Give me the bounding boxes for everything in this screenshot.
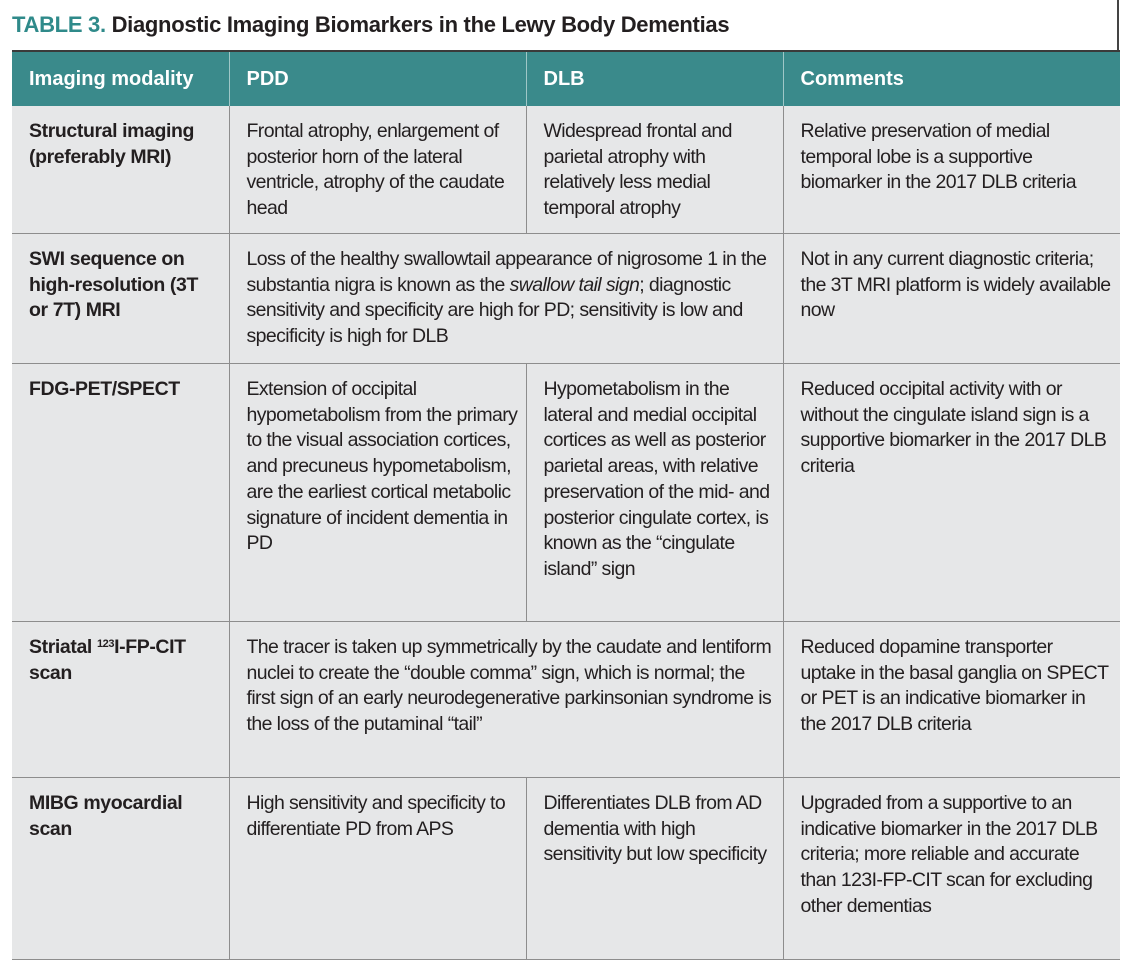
dlb-cell: Hypometabolism in the lateral and medial occipital cortices as well as posterior parietal areas, with relative preservation of the mid- and posterior cingulate cortex, is known as the “cingulate island” sign	[526, 364, 783, 622]
modality-cell: Structural imaging (preferably MRI)	[12, 106, 229, 234]
modality-cell: SWI sequence on high-resolution (3T or 7T) MRI	[12, 234, 229, 364]
pdd-cell: Extension of occipital hypometabolism from the primary to the visual association cortices, and precuneus hypometabolism, are the earliest cortical metabolic signature of incident dementia in PD	[229, 364, 526, 622]
modality-cell: FDG-PET/SPECT	[12, 364, 229, 622]
table-caption: Diagnostic Imaging Biomarkers in the Lewy Body Dementias	[111, 12, 730, 37]
modality-text-end: I-FP-CIT scan	[29, 636, 186, 684]
table-row	[12, 364, 1120, 622]
table-row	[12, 234, 1120, 364]
pdd-cell: High sensitivity and specificity to differentiate PD from APS	[229, 778, 526, 960]
table-row	[12, 106, 1120, 234]
table-number: TABLE 3.	[12, 12, 106, 37]
comments-cell: Not in any current diagnostic criteria; the 3T MRI platform is widely available now	[783, 234, 1120, 364]
pdd-dlb-combined-cell: The tracer is taken up symmetrically by the caudate and lentiform nuclei to create the “double comma” sign, which is normal; the first sign of an early neurodegenerative parkinsonian syndrome is the loss of the putaminal “tail”	[229, 622, 783, 778]
biomarker-table	[12, 50, 1120, 960]
combined-text-start: Loss of the healthy swallowtail appearance of nigrosome 1 in the substantia nigra is known as the	[246, 248, 767, 296]
dlb-cell: Widespread frontal and parietal atrophy with relatively less medial temporal atrophy	[526, 106, 783, 234]
dlb-cell: Differentiates DLB from AD dementia with high sensitivity but low specificity	[526, 778, 783, 960]
header-dlb: DLB	[526, 51, 783, 106]
header-comments: Comments	[783, 51, 1120, 106]
header-pdd: PDD	[229, 51, 526, 106]
isotope-superscript: 123	[96, 638, 115, 650]
combined-text-end: ; diagnostic sensitivity and specificity are high for PD; sensitivity is low and specificity is high for DLB	[246, 273, 743, 348]
swallow-tail-sign-term: swallow tail sign	[509, 273, 640, 296]
table-title	[12, 12, 729, 38]
pdd-cell: Frontal atrophy, enlargement of posterior horn of the lateral ventricle, atrophy of the caudate head	[229, 106, 526, 234]
table-row	[12, 778, 1120, 960]
modality-text-start: Striatal	[29, 636, 97, 658]
comments-cell: Upgraded from a supportive to an indicative biomarker in the 2017 DLB criteria; more reliable and accurate than 123I-FP-CIT scan for excluding other dementias	[783, 778, 1120, 960]
header-imaging-modality: Imaging modality	[12, 51, 229, 106]
table-row	[12, 622, 1120, 778]
title-rule-divider	[1117, 0, 1119, 50]
header-row	[12, 51, 1120, 106]
comments-cell: Relative preservation of medial temporal lobe is a supportive biomarker in the 2017 DLB criteria	[783, 106, 1120, 234]
pdd-dlb-combined-cell	[229, 234, 783, 364]
modality-cell	[12, 622, 229, 778]
comments-cell: Reduced dopamine transporter uptake in the basal ganglia on SPECT or PET is an indicative biomarker in the 2017 DLB criteria	[783, 622, 1120, 778]
modality-cell: MIBG myocardial scan	[12, 778, 229, 960]
comments-cell: Reduced occipital activity with or without the cingulate island sign is a supportive biomarker in the 2017 DLB criteria	[783, 364, 1120, 622]
